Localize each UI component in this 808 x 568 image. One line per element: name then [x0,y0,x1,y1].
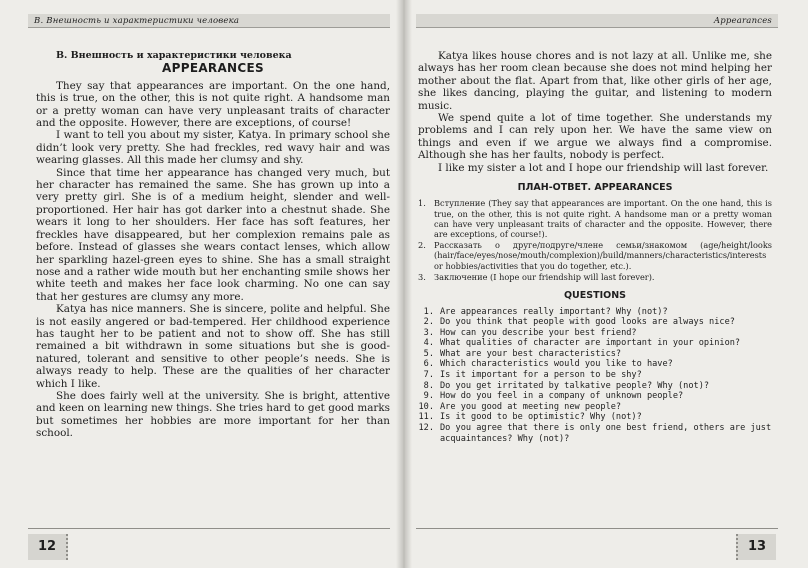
paragraph: She does fairly well at the university. She is bright, attentive and keen on learning new things. She tries hard to get good marks but sometimes her hobbies are more important for her than school. [36,389,390,440]
plan-item-text: Вступление (They say that appearances are important. On the one hand, this is true, on the other, this is not quite right. A handsome man or a pretty woman can have very unpleasant traits of character and the opposite. However, there are exceptions, of course!). [434,198,772,240]
question-number: 7. [423,370,434,381]
plan-item-text: Заключение (I hope our friendship will last forever). [434,271,655,282]
plan-item-text: Рассказать о друге/подруге/члене семьи/знакомом (age/height/looks (hair/face/eyes/nose/mouth/complexion)/build/manners/characteristics/interests or hobbies/activities that you do together, etc.). [434,240,772,271]
page-number-right: 13 [736,534,776,560]
question-number: 9. [423,391,434,402]
paragraph: Katya has nice manners. She is sincere, polite and helpful. She is not easily angered or bad-tempered. Her childhood experience has taught her to be patient and not to show off. She has still remained a bit withdrawn in some situations but she is good-natured, tolerant and sensitive to other people’s needs. She is always ready to help. These are the qualities of her character which I like. [36,303,390,390]
question-number: 12. [418,423,434,434]
question-item [418,402,772,413]
question-number: 8. [423,380,434,391]
question-text: Do you get irritated by talkative people? Why (not)? [440,380,710,391]
question-number: 5. [423,348,434,359]
plan-item [418,272,772,282]
plan-list [418,198,772,282]
questions-title: QUESTIONS [563,290,626,302]
question-item [418,349,772,360]
question-item [418,391,772,402]
paragraph: Katya likes house chores and is not lazy at all. Unlike me, she always has her room clean because she does not mind helping her mother about the flat. Apart from that, like other girls of her age, she likes dancing, playing the guitar, and listening to modern music. [418,50,772,112]
plan-item-number: 1. [418,198,426,209]
plan-item [418,198,772,239]
question-number: 10. [418,401,434,412]
question-number: 11. [418,412,434,423]
question-item [418,338,772,349]
question-text: How can you describe your best friend? [440,327,637,338]
question-number: 6. [423,359,434,370]
footer-divider [416,528,778,529]
question-item [418,423,772,444]
question-item [418,370,772,381]
plan-item-number: 3. [418,271,426,282]
paragraph: I like my sister a lot and I hope our friendship will last forever. [438,161,769,174]
question-text: Which characteristics would you like to have? [440,359,673,370]
paragraph: We spend quite a lot of time together. She understands my problems and I can rely upon her. We have the same view on things and even if we argue we always find a compromise. Although she has her faults, nobody is perfect. [418,112,772,162]
left-page-text [36,50,390,440]
question-number: 2. [423,317,434,328]
page-title: APPEARANCES [162,61,264,76]
right-page [404,0,808,568]
question-text: Is it important for a person to be shy? [440,370,642,381]
section-label: В. Внешность и характеристики человека [56,50,292,61]
page-number-left: 12 [28,534,68,560]
question-item [418,359,772,370]
paragraph: They say that appearances are important. On the one hand, this is true, on the other, this is not quite right. A handsome man or a pretty woman can have very unpleasant traits of character and the opposite. However, there are exceptions, of course! [36,79,390,130]
question-number: 1. [423,306,434,317]
question-text: Do you think that people with good looks are always nice? [440,317,735,328]
plan-item [418,240,772,271]
plan-title: ПЛАН-ОТВЕТ. APPEARANCES [517,182,673,194]
plan-item-number: 2. [418,240,426,251]
paragraph: I want to tell you about my sister, Katya. In primary school she didn’t look very pretty. She had freckles, red wavy hair and was wearing glasses. All this made her clumsy and shy. [36,129,390,167]
left-running-head: В. Внешность и характеристики человека [28,14,390,28]
question-item [418,381,772,392]
questions-list [418,307,772,445]
question-text: How do you feel in a company of unknown people? [440,391,684,402]
question-text: Do you agree that there is only one best friend, others are just acquaintances? Why (not)? [440,423,772,444]
question-item [418,307,772,318]
footer-divider [28,528,390,529]
question-number: 4. [423,338,434,349]
paragraph: Since that time her appearance has changed very much, but her character has remained the same. She has grown up into a very pretty girl. She is of a medium height, slender and well-proportioned. Her hair has got darker into a chestnut shade. She wears it long to her shoulders. Her face has soft features, her freckles have disappeared, but her complexion remains pale as before. Instead of glasses she wears contact lenses, which allow her sparkling hazel-green eyes to shine. She has a small straight nose and a rather wide mouth but her enchanting smile shows her white teeth and makes her face look charming. No one can say that her gestures are clumsy any more. [36,166,390,303]
question-text: Are appearances really important? Why (not)? [440,306,668,317]
question-number: 3. [423,327,434,338]
book-gutter [396,0,412,568]
question-text: What are your best characteristics? [440,348,622,359]
right-running-head: Appearances [416,14,778,28]
question-item [418,412,772,423]
question-text: Are you good at meeting new people? [440,401,622,412]
question-text: What qualities of character are important in your opinion? [440,338,741,349]
question-item [418,328,772,339]
question-text: Is it good to be optimistic? Why (not)? [440,412,642,423]
right-page-text [418,50,772,444]
question-item [418,317,772,328]
